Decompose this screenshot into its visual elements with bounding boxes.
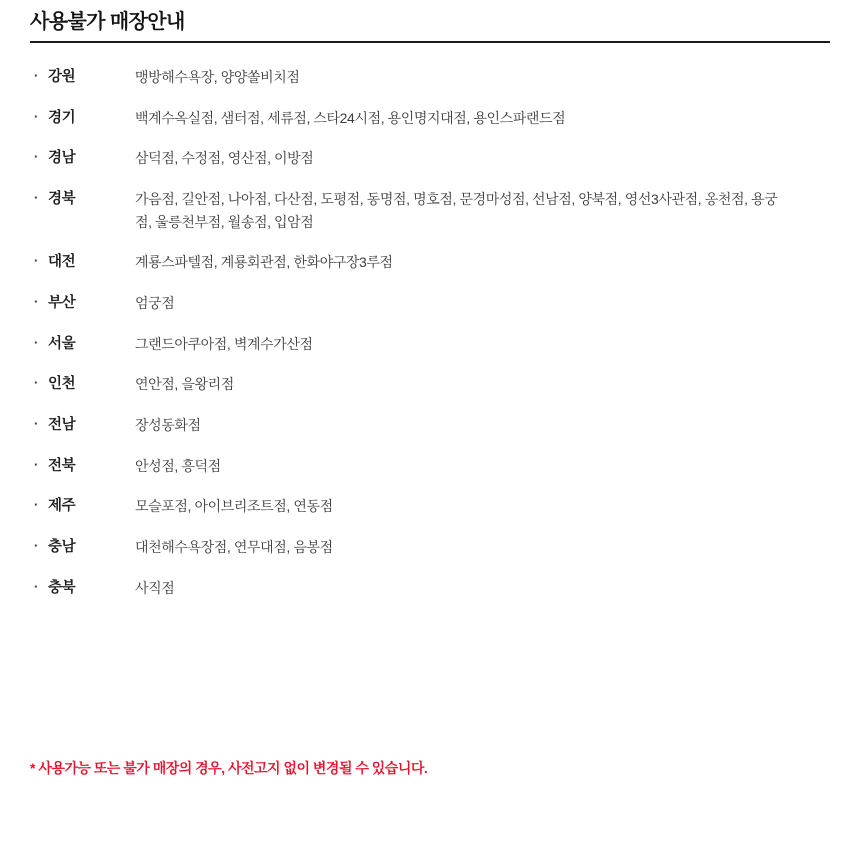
list-item (30, 568, 830, 609)
region-name: 충남 (48, 539, 76, 556)
region-label (30, 414, 135, 436)
bullet-icon: · (34, 190, 38, 206)
region-label (30, 333, 135, 355)
list-item (30, 57, 830, 98)
region-name: 경북 (48, 191, 76, 208)
list-item (30, 138, 830, 179)
region-label (30, 495, 135, 517)
bullet-icon: · (34, 538, 38, 554)
region-stores: 엄궁점 (135, 295, 175, 312)
list-item (30, 364, 830, 405)
region-name: 충북 (48, 579, 76, 596)
bullet-icon: · (34, 416, 38, 432)
region-name: 제주 (48, 498, 76, 515)
bullet-icon: · (34, 375, 38, 391)
footnote: * 사용가능 또는 불가 매장의 경우, 사전고지 없이 변경될 수 있습니다. (30, 760, 428, 776)
region-name: 강원 (48, 69, 76, 85)
region-stores: 장성동화점 (135, 417, 201, 434)
region-stores: 삼덕점, 수정점, 영산점, 이방점 (135, 150, 314, 167)
region-stores: 계룡스파텔점, 계룡회관점, 한화야구장3루점 (135, 254, 393, 271)
region-label (30, 292, 135, 314)
region-stores: 그랜드아쿠아점, 벽계수가산점 (135, 335, 313, 352)
region-stores: 가음점, 길안점, 나아점, 다산점, 도평점, 동명점, 명호점, 문경마성점, 선남점, 양북점, 영선3사관점, 옹천점, 용궁점, 울릉천부점, 월송점, 입암점 (135, 191, 778, 230)
list-item (30, 527, 830, 568)
region-label (30, 66, 135, 88)
region-stores: 연안점, 을왕리점 (135, 376, 234, 393)
region-stores: 대천해수욕장점, 연무대점, 음봉점 (135, 539, 333, 556)
region-label (30, 107, 135, 129)
region-name: 인천 (48, 376, 76, 393)
list-item (30, 405, 830, 446)
region-list (30, 57, 830, 608)
list-item (30, 98, 830, 139)
region-label (30, 455, 135, 477)
region-label (30, 577, 135, 599)
list-item (30, 179, 830, 242)
region-name: 경남 (48, 150, 76, 167)
region-label (30, 147, 135, 169)
region-stores: 백계수옥실점, 샘터점, 세류점, 스타24시점, 용인명지대점, 용인스파랜드점 (135, 109, 566, 126)
list-item (30, 446, 830, 487)
region-label (30, 188, 135, 210)
bullet-icon: · (34, 456, 38, 472)
region-stores: 안성점, 흥덕점 (135, 457, 221, 474)
title-block (30, 0, 830, 43)
region-name: 전북 (48, 457, 76, 474)
region-stores: 사직점 (135, 579, 175, 596)
region-name: 서울 (48, 335, 76, 352)
region-name: 부산 (48, 295, 76, 312)
region-name: 전남 (48, 417, 76, 434)
bullet-icon: · (34, 108, 38, 124)
region-stores: 맹방해수욕장, 양양쏠비치점 (135, 69, 300, 85)
region-name: 대전 (48, 254, 76, 271)
bullet-icon: · (34, 334, 38, 350)
list-item (30, 486, 830, 527)
bullet-icon: · (34, 68, 38, 83)
bullet-icon: · (34, 497, 38, 513)
page-title: 사용불가 매장안내 (30, 11, 185, 33)
bullet-icon: · (34, 578, 38, 594)
region-label (30, 251, 135, 273)
region-stores: 모슬포점, 아이브리조트점, 연동점 (135, 498, 333, 515)
region-name: 경기 (48, 109, 76, 126)
list-item (30, 242, 830, 283)
bullet-icon: · (34, 294, 38, 310)
list-item (30, 283, 830, 324)
bullet-icon: · (34, 149, 38, 165)
list-item (30, 324, 830, 365)
region-label (30, 536, 135, 558)
region-label (30, 373, 135, 395)
bullet-icon: · (34, 253, 38, 269)
